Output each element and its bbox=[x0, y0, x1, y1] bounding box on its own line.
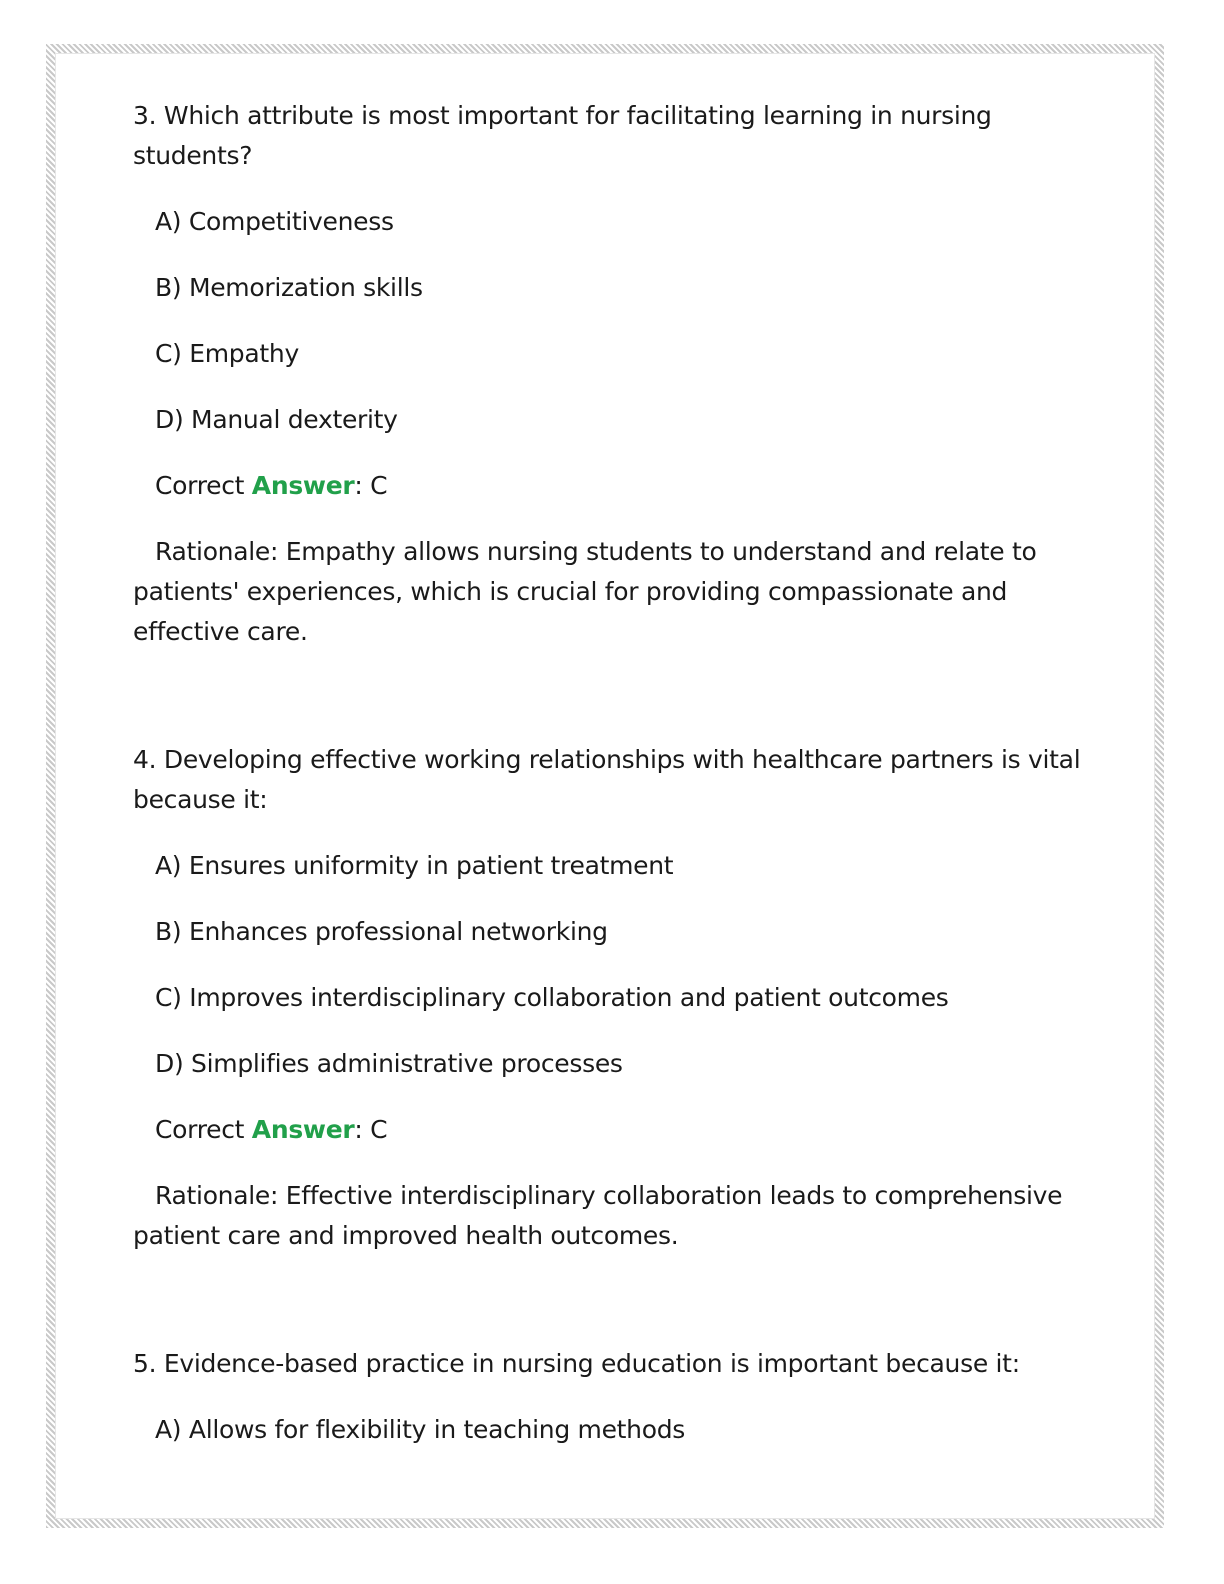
question-3-stem: 3. Which attribute is most important for facilitating learning in nursing students? bbox=[133, 101, 992, 170]
question-3-correct-answer bbox=[133, 466, 1093, 506]
question-5 bbox=[133, 1344, 1093, 1450]
question-4-option-b: B) Enhances professional networking bbox=[155, 917, 608, 946]
question-4-stem: 4. Developing effective working relationships with healthcare partners is vital because it: bbox=[133, 745, 1081, 814]
question-4-correct-answer bbox=[133, 1110, 1093, 1150]
answer-highlight-word: Answer bbox=[251, 471, 355, 500]
question-3 bbox=[133, 96, 1093, 652]
answer-prefix: Correct bbox=[155, 471, 252, 500]
question-4-rationale: Rationale: Effective interdisciplinary collaboration leads to comprehensive patient care and improved health outcomes. bbox=[133, 1181, 1063, 1250]
question-4-option-d: D) Simplifies administrative processes bbox=[155, 1049, 623, 1078]
question-4 bbox=[133, 740, 1093, 1256]
question-3-option-d: D) Manual dexterity bbox=[155, 405, 398, 434]
answer-value: : C bbox=[354, 471, 388, 500]
section-spacer bbox=[133, 652, 1093, 740]
question-3-option-c: C) Empathy bbox=[155, 339, 299, 368]
question-5-option-a: A) Allows for flexibility in teaching methods bbox=[155, 1415, 686, 1444]
section-spacer bbox=[133, 1256, 1093, 1344]
question-3-option-b: B) Memorization skills bbox=[155, 273, 423, 302]
question-4-option-c: C) Improves interdisciplinary collaboration and patient outcomes bbox=[155, 983, 949, 1012]
question-3-rationale: Rationale: Empathy allows nursing students to understand and relate to patients' experiences, which is crucial for providing compassionate and effective care. bbox=[133, 537, 1037, 646]
answer-highlight-word: Answer bbox=[251, 1115, 355, 1144]
question-4-option-a: A) Ensures uniformity in patient treatment bbox=[155, 851, 674, 880]
document-content bbox=[133, 96, 1093, 1476]
answer-value: : C bbox=[354, 1115, 388, 1144]
answer-prefix: Correct bbox=[155, 1115, 252, 1144]
question-5-stem: 5. Evidence-based practice in nursing education is important because it: bbox=[133, 1349, 1020, 1378]
question-3-option-a: A) Competitiveness bbox=[155, 207, 394, 236]
